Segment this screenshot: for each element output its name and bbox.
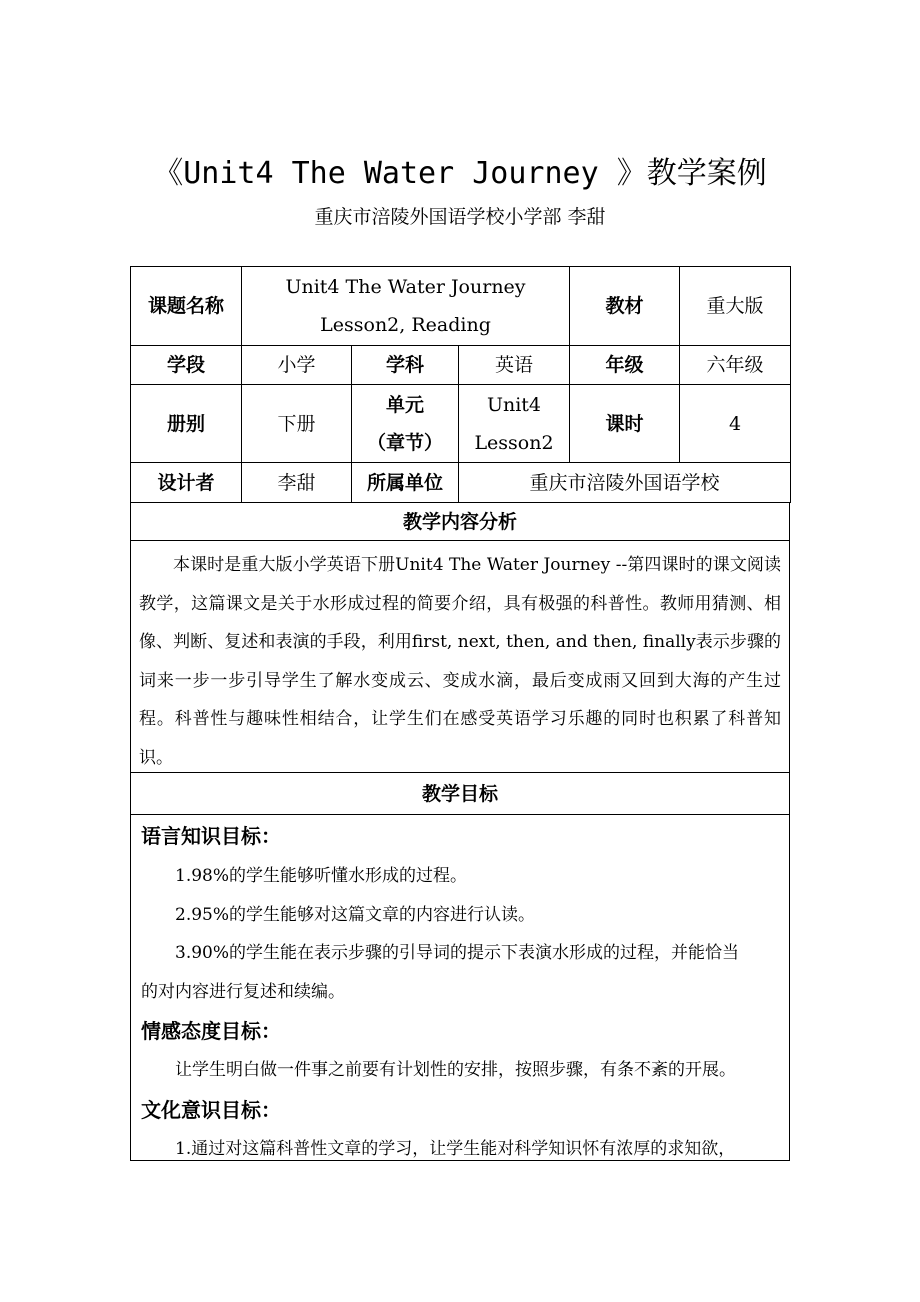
stage-value: 小学	[242, 346, 352, 385]
org-label: 所属单位	[352, 463, 459, 503]
period-value: 4	[680, 385, 791, 463]
table-row	[131, 346, 791, 385]
unit-value	[459, 385, 570, 463]
list-item: 的对内容进行复述和续编。	[141, 981, 345, 1002]
table-row	[131, 267, 791, 346]
objectives-section	[130, 772, 790, 1161]
grade-label: 年级	[570, 346, 680, 385]
unit-value-line-1: Unit4	[486, 393, 542, 416]
document-title: 《Unit4 The Water Journey 》教学案例	[153, 156, 767, 191]
textbook-value: 重大版	[680, 267, 791, 346]
unit-label-line-1: 单元	[385, 393, 424, 416]
subject-value: 英语	[459, 346, 570, 385]
topic-line-2: Lesson2, Reading	[320, 314, 491, 336]
list-item: 1.98%的学生能够听懂水形成的过程。	[175, 866, 468, 886]
content-analysis-section	[130, 502, 790, 773]
culture-objectives-text: 1.通过对这篇科普性文章的学习，让学生能对科学知识怀有浓厚的求知欲，	[175, 1138, 736, 1159]
culture-objectives-heading: 文化意识目标：	[141, 1097, 281, 1122]
designer-value: 李甜	[242, 463, 352, 503]
grade-value: 六年级	[680, 346, 791, 385]
volume-label: 册别	[131, 385, 242, 463]
topic-label: 课题名称	[131, 267, 242, 346]
content-analysis-heading: 教学内容分析	[131, 502, 789, 541]
document-subtitle: 重庆市涪陵外国语学校小学部 李甜	[314, 206, 606, 228]
period-label: 课时	[570, 385, 680, 463]
topic-value	[242, 267, 570, 346]
lesson-info-table	[130, 266, 791, 503]
topic-line-1: Unit4 The Water Journey	[285, 276, 526, 298]
content-analysis-text: 本课时是重大版小学英语下册Unit4 The Water Journey --第四课时的课文阅读教学，这篇课文是关于水形成过程的简要介绍，具有极强的科普性。教师用猜测、相像、判断、复述和表演的手段，利用first, next, then, and then, finally表示步骤的词来一步一步引导学生了解水变成云、变成水滴，最后变成雨又回到大海的产生过程。科普性与趣味性相结合，让学生们在感受英语学习乐趣的同时也积累了科普知识。	[139, 555, 781, 768]
unit-label	[352, 385, 459, 463]
org-value: 重庆市涪陵外国语学校	[459, 463, 791, 503]
unit-label-line-2: （章节）	[366, 431, 443, 454]
stage-label: 学段	[131, 346, 242, 385]
emotion-objectives-text: 让学生明白做一件事之前要有计划性的安排，按照步骤，有条不紊的开展。	[175, 1060, 736, 1080]
emotion-objectives-heading: 情感态度目标：	[141, 1019, 281, 1043]
list-item: 2.95%的学生能够对这篇文章的内容进行认读。	[175, 904, 536, 925]
objectives-heading: 教学目标	[131, 772, 789, 815]
volume-value: 下册	[242, 385, 352, 463]
table-row	[131, 385, 791, 463]
list-item: 3.90%的学生能在表示步骤的引导词的提示下表演水形成的过程，并能恰当	[175, 943, 740, 963]
table-row	[131, 463, 791, 503]
language-objectives-heading: 语言知识目标：	[141, 824, 281, 848]
designer-label: 设计者	[131, 463, 242, 503]
unit-value-line-2: Lesson2	[474, 431, 554, 454]
textbook-label: 教材	[570, 267, 680, 346]
subject-label: 学科	[352, 346, 459, 385]
